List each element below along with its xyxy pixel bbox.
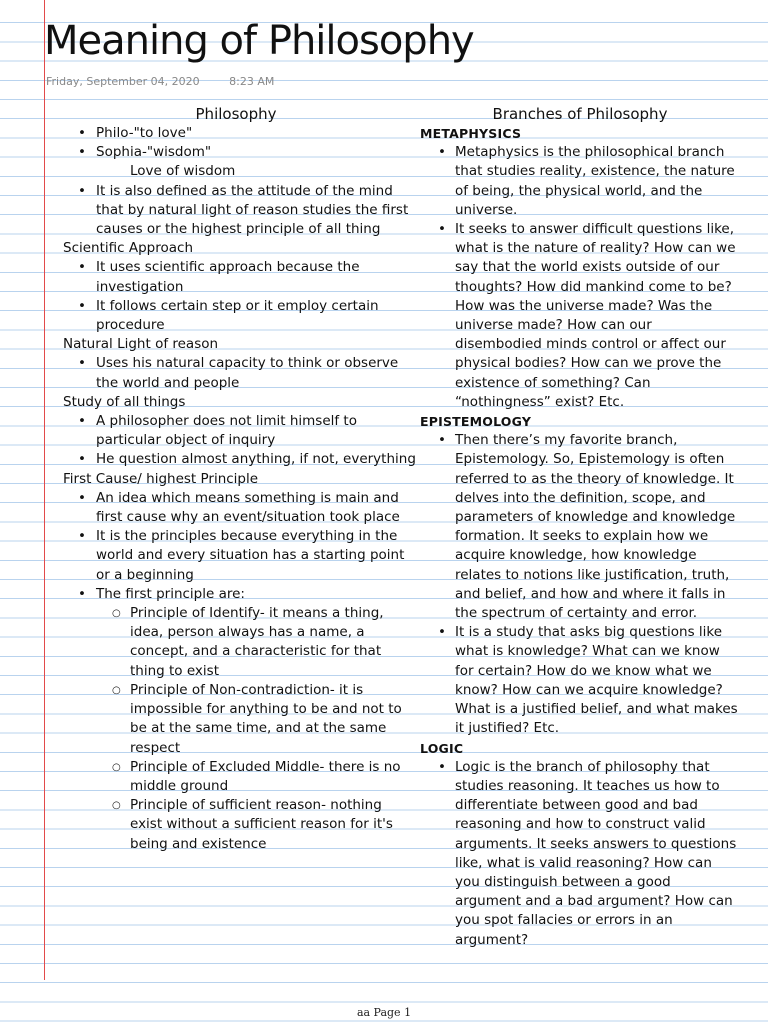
page-margin-line [44,0,45,980]
sub-list-item: ○ Principle of Identify- it means a thing, idea, person always has a name, a concept, and a characteristic for that thing to exist [46,604,416,681]
list-item: • Metaphysics is the philosophical branch that studies reality, existence, the nature of being, the physical world, and the universe. [420,143,740,220]
section-label-metaphysics: METAPHYSICS [420,126,522,141]
branches-list [420,124,740,950]
section-label: Scientific Approach [63,240,194,257]
list-item: • It follows certain step or it employ certain procedure [46,297,416,335]
sub-list-item: ○ Principle of Non-contradiction- it is impossible for anything to be and not to be at the same time, and at the same respect [46,681,416,758]
list-item: • An idea which means something is main and first cause why an event/situation took place [46,489,416,527]
philosophy-heading: Philosophy [195,105,277,123]
section-label-epistemology: EPISTEMOLOGY [420,414,532,430]
list-item: • Logic is the branch of philosophy that studies reasoning. It teaches us how to differentiate between good and bad reasoning and how to construct valid arguments. It seeks answers to questions like, what is valid reasoning? How can you distinguish between a good argument and a bad argument? How can you spot fallacies or errors in an argument? [420,758,740,950]
list-item: • It seeks to answer difficult questions like, what is the nature of reality? How can we say that the world exists outside of our thoughts? How did mankind come to be? How was the universe made? Was the universe made? How can our disembodied minds control or affect our physical bodies? How can we prove the existence of something? Can “nothingness” exist? Etc. [420,220,740,412]
page-time: 8:23 AM [229,75,275,88]
branches-column [420,104,740,950]
list-item: • It is also defined as the attitude of the mind that by natural light of reason studies the first causes or the highest principle of all thing [46,182,416,240]
section-label: First Cause/ highest Principle [63,470,259,487]
sub-list-item: ○ Principle of Excluded Middle- there is no middle ground [46,758,416,796]
section-label: Study of all things [63,393,186,410]
list-item: • Sophia-"wisdom" [46,143,416,162]
list-item: • It uses scientific approach because the investigation [46,258,416,296]
list-item: • Then there’s my favorite branch, Epistemology. So, Epistemology is often referred to as the theory of knowledge. It delves into the definition, scope, and parameters of knowledge and knowledge formation. It seeks to explain how we acquire knowledge, how knowledge relates to notions like justification, truth, and belief, and how and where it falls in the spectrum of certainty and error. [420,431,740,623]
list-item: • Philo-"to love" [46,124,416,143]
philosophy-column [46,104,416,854]
sub-list-item: ○ Principle of sufficient reason- nothing exist without a sufficient reason for it's being and existence [46,796,416,854]
section-label: Natural Light of reason [63,336,219,353]
page-title: Meaning of Philosophy [44,18,474,64]
list-item: • Uses his natural capacity to think or observe the world and people [46,354,416,392]
page-footer: aa Page 1 [356,1006,412,1019]
page-date: Friday, September 04, 2020 [46,75,200,88]
list-item: • It is a study that asks big questions like what is knowledge? What can we know for certain? How do we know what we know? How can we acquire knowledge? What is a justified belief, and what makes it justified? Etc. [420,623,740,738]
section-label-logic: LOGIC [420,740,464,756]
list-item: • The first principle are: [46,585,416,604]
philosophy-list [46,124,416,854]
list-item: • He question almost anything, if not, everything [46,450,416,469]
list-item: • A philosopher does not limit himself to particular object of inquiry [46,412,416,450]
page-timestamp [46,75,274,88]
list-item: • It is the principles because everything in the world and every situation has a starting point or a beginning [46,527,416,585]
branches-heading: Branches of Philosophy [492,105,668,123]
list-item: Love of wisdom [130,163,236,180]
